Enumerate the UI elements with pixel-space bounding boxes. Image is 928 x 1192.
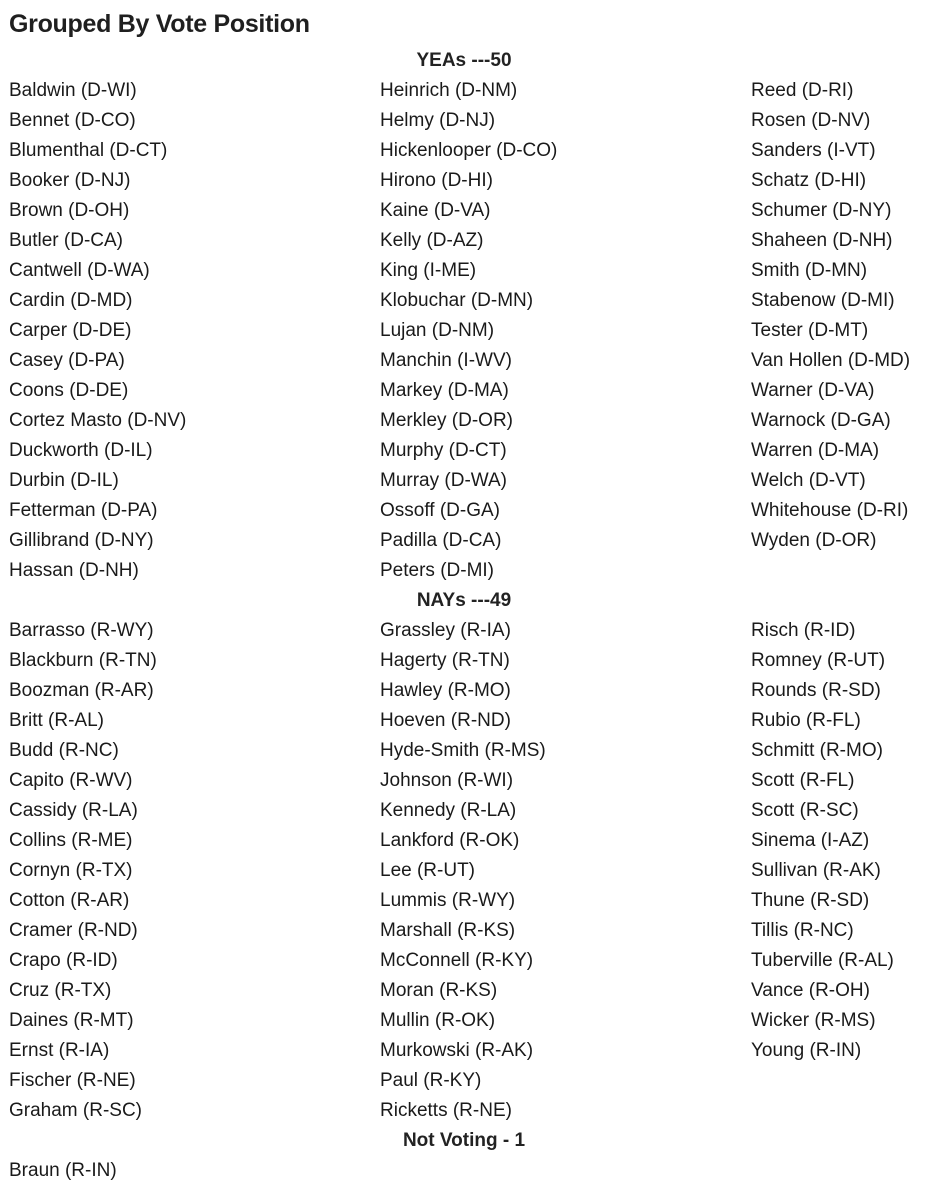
senator-name: Hagerty (R-TN) [380, 650, 510, 671]
group-yeas [0, 46, 928, 586]
senator-column-1 [9, 1156, 117, 1186]
senator-column-1 [9, 616, 157, 1126]
senator-name: Gillibrand (D-NY) [9, 530, 154, 551]
senator-name: Cotton (R-AR) [9, 890, 130, 911]
senator-name: Hawley (R-MO) [380, 680, 511, 701]
senator-column-1 [9, 76, 186, 586]
senator-name: Britt (R-AL) [9, 710, 104, 731]
senator-name: Scott (R-SC) [751, 800, 859, 821]
senator-name: Cardin (D-MD) [9, 290, 133, 311]
senator-name: Sullivan (R-AK) [751, 860, 881, 881]
senator-name: Hirono (D-HI) [380, 170, 493, 191]
senator-name: Stabenow (D-MI) [751, 290, 895, 311]
senator-name: Ossoff (D-GA) [380, 500, 500, 521]
senator-name: Capito (R-WV) [9, 770, 133, 791]
senator-name: Barrasso (R-WY) [9, 620, 154, 641]
senator-name: Schmitt (R-MO) [751, 740, 883, 761]
senator-name: Daines (R-MT) [9, 1010, 134, 1031]
senator-name: Ricketts (R-NE) [380, 1100, 512, 1121]
senator-name: Warren (D-MA) [751, 440, 880, 461]
senator-name: Romney (R-UT) [751, 650, 886, 671]
senator-name: Brown (D-OH) [9, 200, 130, 221]
senator-name: Cornyn (R-TX) [9, 860, 133, 881]
senator-name: Vance (R-OH) [751, 980, 870, 1001]
senator-name: Duckworth (D-IL) [9, 440, 153, 461]
senator-name: Moran (R-KS) [380, 980, 498, 1001]
senator-name: Cortez Masto (D-NV) [9, 410, 187, 431]
group-not-voting [0, 1126, 928, 1186]
senator-name: Lummis (R-WY) [380, 890, 516, 911]
senator-name: Crapo (R-ID) [9, 950, 118, 971]
group-nays [0, 586, 928, 1126]
group-heading-not-voting: Not Voting - 1 [402, 1130, 526, 1151]
senator-name: Marshall (R-KS) [380, 920, 516, 941]
senator-name: Ernst (R-IA) [9, 1040, 110, 1061]
senator-name: Graham (R-SC) [9, 1100, 143, 1121]
senator-name: Padilla (D-CA) [380, 530, 502, 551]
senator-name: Smith (D-MN) [751, 260, 868, 281]
senator-name: King (I-ME) [380, 260, 477, 281]
senator-column-3 [751, 76, 910, 556]
senator-name: Warnock (D-GA) [751, 410, 891, 431]
senator-name: Murkowski (R-AK) [380, 1040, 534, 1061]
senator-name: Bennet (D-CO) [9, 110, 136, 131]
senator-name: Schatz (D-HI) [751, 170, 867, 191]
senator-columns-nays [0, 616, 928, 1126]
senator-name: Lankford (R-OK) [380, 830, 520, 851]
senator-name: Wyden (D-OR) [751, 530, 877, 551]
senator-name: Hyde-Smith (R-MS) [380, 740, 546, 761]
senator-name: Durbin (D-IL) [9, 470, 119, 491]
senator-name: Mullin (R-OK) [380, 1010, 496, 1031]
senator-name: Tester (D-MT) [751, 320, 869, 341]
senator-name: Van Hollen (D-MD) [751, 350, 911, 371]
senator-name: Johnson (R-WI) [380, 770, 514, 791]
senator-name: Rubio (R-FL) [751, 710, 861, 731]
senator-name: Wicker (R-MS) [751, 1010, 876, 1031]
group-heading-nays: NAYs ---49 [416, 590, 512, 611]
group-heading-yeas: YEAs ---50 [416, 50, 512, 71]
senator-name: Braun (R-IN) [9, 1160, 117, 1181]
senator-name: Welch (D-VT) [751, 470, 866, 491]
senator-name: Cantwell (D-WA) [9, 260, 150, 281]
senator-name: Murray (D-WA) [380, 470, 507, 491]
senator-name: Tuberville (R-AL) [751, 950, 894, 971]
senator-name: Booker (D-NJ) [9, 170, 131, 191]
senator-name: Baldwin (D-WI) [9, 80, 137, 101]
senator-name: Heinrich (D-NM) [380, 80, 518, 101]
senator-column-2 [380, 616, 546, 1126]
senator-name: Peters (D-MI) [380, 560, 494, 581]
senator-name: Hassan (D-NH) [9, 560, 139, 581]
senator-name: Butler (D-CA) [9, 230, 124, 251]
senator-name: Sanders (I-VT) [751, 140, 876, 161]
senator-name: Merkley (D-OR) [380, 410, 513, 431]
senator-name: McConnell (R-KY) [380, 950, 534, 971]
senator-column-2 [380, 76, 557, 586]
senator-columns-yeas [0, 76, 928, 586]
senator-name: Fischer (R-NE) [9, 1070, 136, 1091]
senator-name: Kelly (D-AZ) [380, 230, 484, 251]
senator-name: Klobuchar (D-MN) [380, 290, 534, 311]
senator-name: Murphy (D-CT) [380, 440, 507, 461]
senator-name: Sinema (I-AZ) [751, 830, 870, 851]
senator-name: Boozman (R-AR) [9, 680, 154, 701]
senator-name: Cramer (R-ND) [9, 920, 138, 941]
senator-name: Rosen (D-NV) [751, 110, 871, 131]
senator-name: Hoeven (R-ND) [380, 710, 511, 731]
senator-name: Helmy (D-NJ) [380, 110, 496, 131]
senator-name: Blumenthal (D-CT) [9, 140, 168, 161]
page-title: Grouped By Vote Position [9, 10, 310, 38]
senator-column-3 [751, 616, 894, 1066]
senator-columns-not-voting [0, 1156, 928, 1186]
senator-name: Rounds (R-SD) [751, 680, 881, 701]
senator-name: Whitehouse (D-RI) [751, 500, 909, 521]
senator-name: Coons (D-DE) [9, 380, 129, 401]
senator-name: Kaine (D-VA) [380, 200, 491, 221]
senator-name: Warner (D-VA) [751, 380, 875, 401]
senator-name: Cruz (R-TX) [9, 980, 112, 1001]
senator-name: Reed (D-RI) [751, 80, 854, 101]
senator-name: Manchin (I-WV) [380, 350, 512, 371]
senator-name: Lujan (D-NM) [380, 320, 495, 341]
senator-name: Shaheen (D-NH) [751, 230, 893, 251]
senator-name: Carper (D-DE) [9, 320, 132, 341]
senator-name: Fetterman (D-PA) [9, 500, 158, 521]
senator-name: Budd (R-NC) [9, 740, 119, 761]
senator-name: Thune (R-SD) [751, 890, 870, 911]
senator-name: Markey (D-MA) [380, 380, 509, 401]
senator-name: Schumer (D-NY) [751, 200, 892, 221]
senator-name: Casey (D-PA) [9, 350, 125, 371]
senator-name: Tillis (R-NC) [751, 920, 854, 941]
senator-name: Risch (R-ID) [751, 620, 856, 641]
senator-name: Hickenlooper (D-CO) [380, 140, 558, 161]
senator-name: Lee (R-UT) [380, 860, 476, 881]
senator-name: Scott (R-FL) [751, 770, 855, 791]
senator-name: Grassley (R-IA) [380, 620, 511, 641]
senator-name: Young (R-IN) [751, 1040, 862, 1061]
senator-name: Collins (R-ME) [9, 830, 133, 851]
senator-name: Blackburn (R-TN) [9, 650, 157, 671]
senator-name: Cassidy (R-LA) [9, 800, 138, 821]
senator-name: Paul (R-KY) [380, 1070, 482, 1091]
senator-name: Kennedy (R-LA) [380, 800, 517, 821]
